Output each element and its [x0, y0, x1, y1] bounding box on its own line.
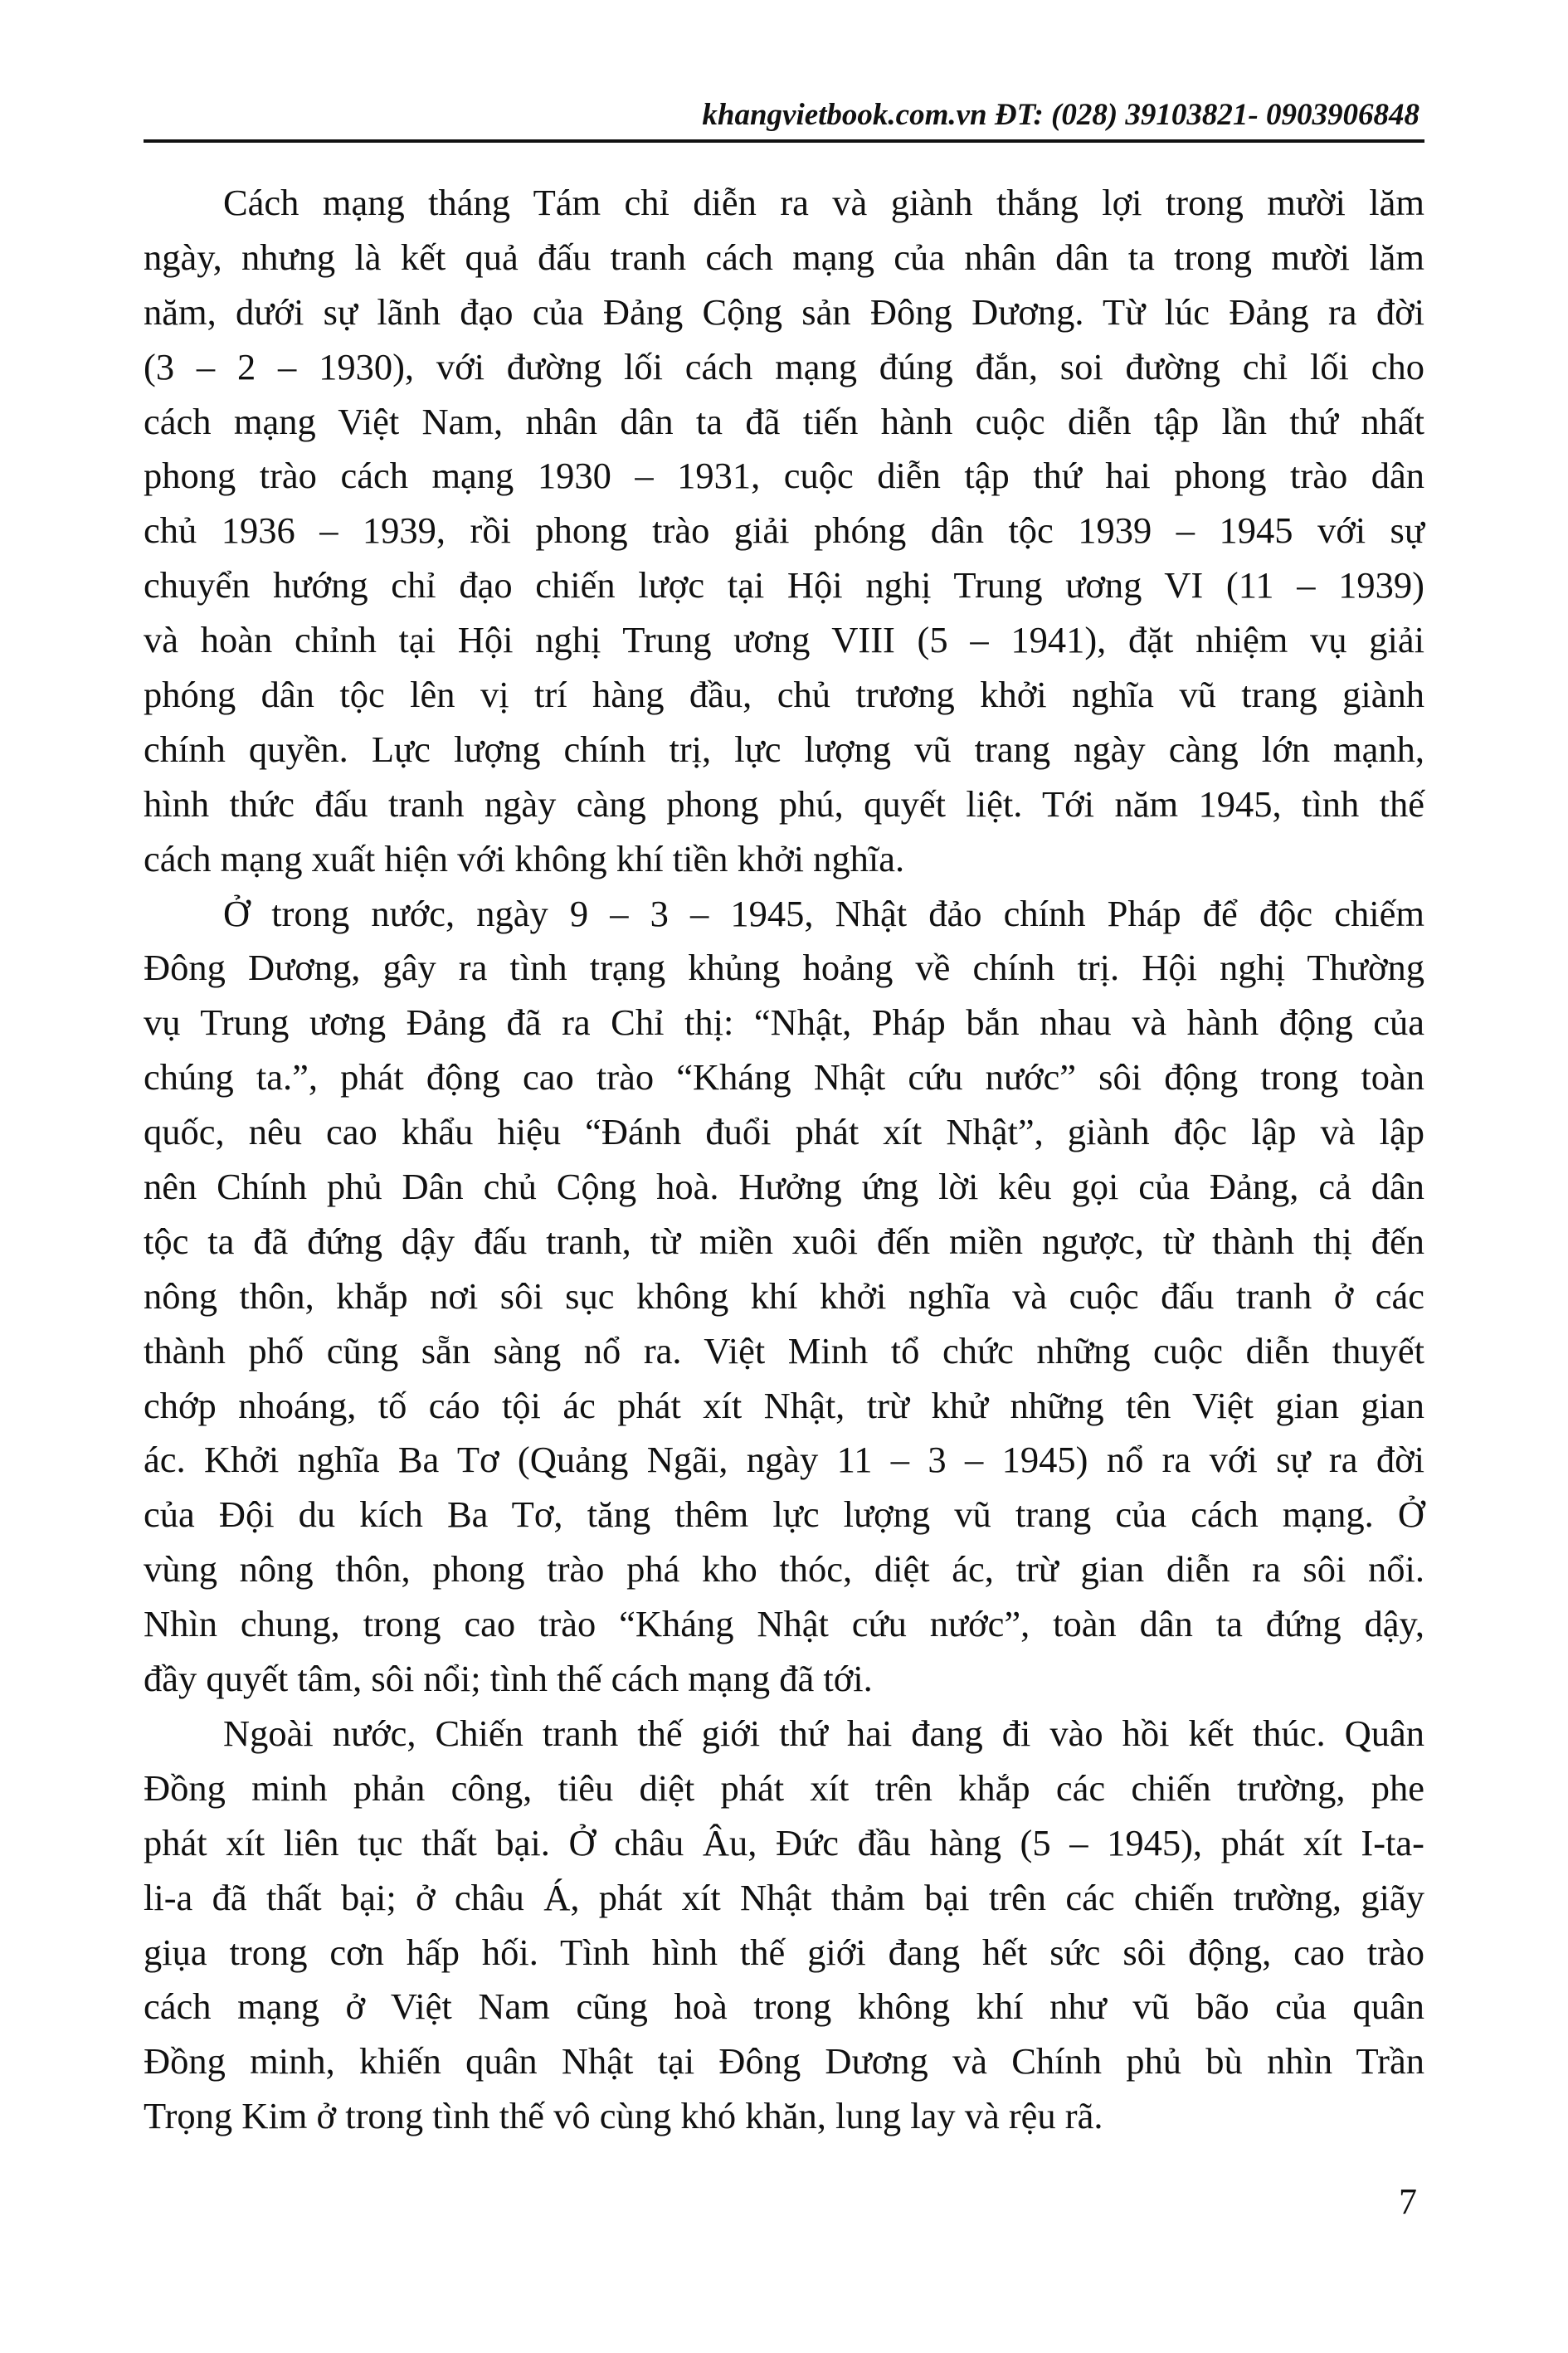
header-publisher-contact: khangvietbook.com.vn ĐT: (028) 39103821- 0903906848 — [702, 98, 1419, 132]
text-line: cách mạng ở Việt Nam cũng hoà trong không khí như vũ bão của quân — [144, 1985, 1424, 2028]
text-line: nông thôn, khắp nơi sôi sục không khí khởi nghĩa và cuộc đấu tranh ở các — [144, 1274, 1424, 1317]
text-line: Đông Dương, gây ra tình trạng khủng hoảng về chính trị. Hội nghị Thường — [144, 947, 1424, 989]
text-line: (3 – 2 – 1930), với đường lối cách mạng đúng đắn, soi đường chỉ lối cho — [144, 345, 1424, 387]
text-line: ác. Khởi nghĩa Ba Tơ (Quảng Ngãi, ngày 11 – 3 – 1945) nổ ra với sự ra đời — [144, 1439, 1424, 1481]
text-line: ngày, nhưng là kết quả đấu tranh cách mạng của nhân dân ta trong mười lăm — [144, 236, 1424, 278]
running-header — [144, 93, 1424, 143]
paragraph-revolution-background — [144, 176, 1424, 887]
text-line: li-a đã thất bại; ở châu Á, phát xít Nhật thảm bại trên các chiến trường, giãy — [144, 1876, 1424, 1918]
text-line: chính quyền. Lực lượng chính trị, lực lượng vũ trang ngày càng lớn mạnh, — [144, 728, 1424, 770]
text-line: tộc ta đã đứng dậy đấu tranh, từ miền xuôi đến miền ngược, từ thành thị đến — [144, 1220, 1424, 1262]
text-line: phát xít liên tục thất bại. Ở châu Âu, Đức đầu hàng (5 – 1945), phát xít I-ta- — [144, 1821, 1424, 1863]
text-line: Cách mạng tháng Tám chỉ diễn ra và giành thắng lợi trong mười lăm — [223, 182, 1424, 223]
text-line: năm, dưới sự lãnh đạo của Đảng Cộng sản Đông Dương. Từ lúc Đảng ra đời — [144, 290, 1424, 333]
text-line: Đồng minh, khiến quân Nhật tại Đông Dương và Chính phủ bù nhìn Trần — [144, 2040, 1424, 2083]
text-line: chúng ta.”, phát động cao trào “Kháng Nhật cứu nước” sôi động trong toàn — [144, 1056, 1424, 1099]
text-line: Nhìn chung, trong cao trào “Kháng Nhật cứu nước”, toàn dân ta đứng dậy, — [144, 1603, 1424, 1645]
text-line: và hoàn chỉnh tại Hội nghị Trung ương VIII (5 – 1941), đặt nhiệm vụ giải — [144, 619, 1424, 661]
text-line: Ngoài nước, Chiến tranh thế giới thứ hai đang đi vào hồi kết thúc. Quân — [223, 1712, 1424, 1754]
page-number: 7 — [1399, 2181, 1417, 2222]
text-line: phóng dân tộc lên vị trí hàng đầu, chủ trương khởi nghĩa vũ trang giành — [144, 674, 1424, 716]
text-line: Trọng Kim ở trong tình thế vô cùng khó khăn, lung lay và rệu rã. — [144, 2095, 1103, 2137]
text-line: phong trào cách mạng 1930 – 1931, cuộc diễn tập thứ hai phong trào dân — [144, 455, 1424, 497]
text-line: giụa trong cơn hấp hối. Tình hình thế giới đang hết sức sôi động, cao trào — [144, 1931, 1424, 1973]
text-line: Ở trong nước, ngày 9 – 3 – 1945, Nhật đảo chính Pháp để độc chiếm — [223, 892, 1424, 934]
text-line: chủ 1936 – 1939, rồi phong trào giải phóng dân tộc 1939 – 1945 với sự — [144, 509, 1424, 552]
text-line: của Đội du kích Ba Tơ, tăng thêm lực lượng vũ trang của cách mạng. Ở — [144, 1493, 1424, 1536]
text-line: nên Chính phủ Dân chủ Cộng hoà. Hưởng ứng lời kêu gọi của Đảng, cả dân — [144, 1166, 1424, 1208]
text-line: vùng nông thôn, phong trào phá kho thóc, diệt ác, trừ gian diễn ra sôi nổi. — [144, 1548, 1424, 1591]
document-body — [144, 176, 1424, 2144]
text-line: quốc, nêu cao khẩu hiệu “Đánh đuổi phát xít Nhật”, giành độc lập và lập — [144, 1111, 1424, 1153]
paragraph-domestic-situation — [144, 887, 1424, 1707]
text-line: vụ Trung ương Đảng đã ra Chỉ thị: “Nhật, Pháp bắn nhau và hành động của — [144, 1001, 1424, 1044]
text-line: Đồng minh phản công, tiêu diệt phát xít trên khắp các chiến trường, phe — [144, 1766, 1424, 1809]
text-line: cách mạng xuất hiện với không khí tiền khởi nghĩa. — [144, 837, 905, 879]
text-line: cách mạng Việt Nam, nhân dân ta đã tiến hành cuộc diễn tập lần thứ nhất — [144, 400, 1424, 442]
text-line: đầy quyết tâm, sôi nổi; tình thế cách mạng đã tới. — [144, 1658, 873, 1700]
text-line: chuyển hướng chỉ đạo chiến lược tại Hội nghị Trung ương VI (11 – 1939) — [144, 564, 1424, 607]
text-line: chớp nhoáng, tố cáo tội ác phát xít Nhật, trừ khử những tên Việt gian gian — [144, 1384, 1424, 1426]
text-line: thành phố cũng sẵn sàng nổ ra. Việt Minh tổ chức những cuộc diễn thuyết — [144, 1329, 1424, 1371]
paragraph-international-situation — [144, 1707, 1424, 2144]
text-line: hình thức đấu tranh ngày càng phong phú, quyết liệt. Tới năm 1945, tình thế — [144, 782, 1424, 825]
